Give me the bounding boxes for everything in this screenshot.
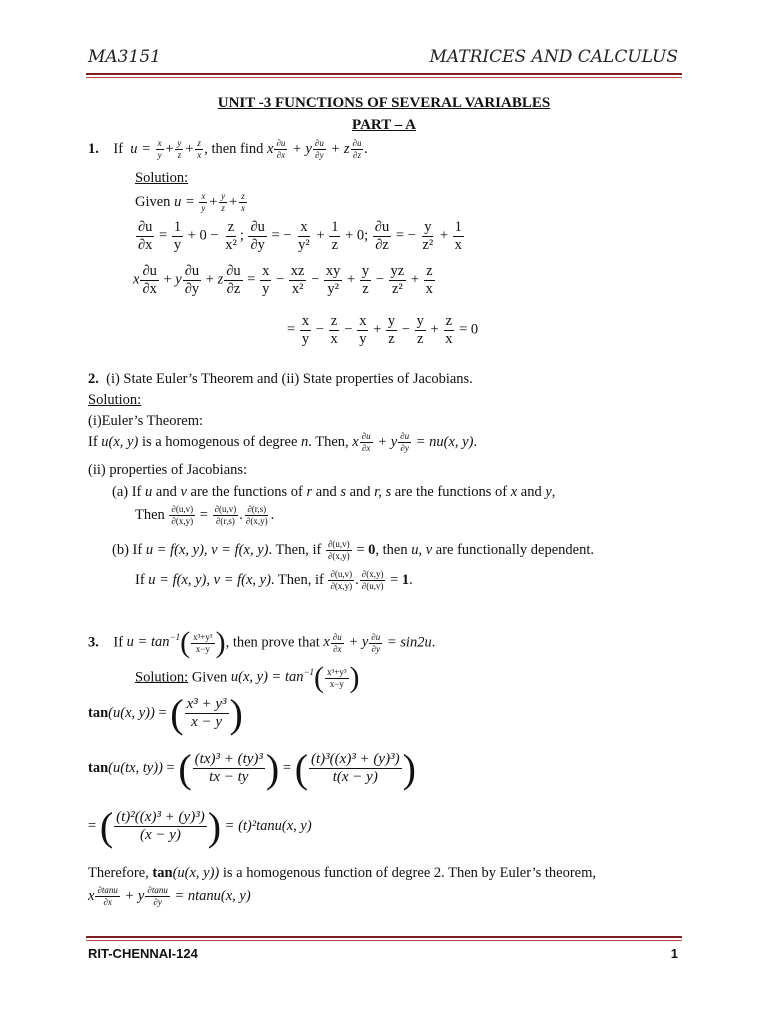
q2-question: 2. (i) State Euler’s Theorem and (ii) State properties of Jacobians.	[88, 371, 473, 387]
course-title: MATRICES AND CALCULUS	[429, 47, 678, 67]
q2-property-b-second: If u = f(x, y), v = f(x, y). Then, if $\frac{\partial(u,v)}{\partial(x,y)}$ . $\frac{\partial(x,y)}{\partial(u,v)}$ = 1.	[135, 569, 413, 591]
q3-step3: = ( $\frac{\text{(t)²((x)³ + (y)³)}}{(x - y)}$ ) = (t)²tanu(x, y)	[88, 804, 312, 849]
q1-given: Given u = $\frac{x}{y}$ + $\frac{y}{z}$ + $\frac{z}{x}$	[135, 191, 245, 213]
q2-property-a: (a) If u and v are the functions of r and s and r, s are the functions of x and y,	[112, 484, 556, 500]
q1-question: 1. If u = $\frac{x}{y}$ + $\frac{y}{z}$ + $\frac{z}{x}$ , then find x $\frac{\partial u}{\partial x}$ + y $\frac{\partial u}{\partial y}$ + z $\frac{\partial u}{\partial z}$ .	[88, 138, 369, 160]
q3-step2: tan(u(tx, ty)) = ( $\frac{\text{(tx)³ + (ty)³}}{tx - ty}$ ) = ( $\frac{\text{(t)³((x)³ + (y)³)}}{t(x - y)}$ )	[88, 746, 416, 791]
unit-title: UNIT -3 FUNCTIONS OF SEVERAL VARIABLES	[217, 95, 551, 111]
part-title: PART – A	[352, 117, 416, 133]
q3-question: 3. If $u = \tan^{-1}$( $\frac{\text{x³+y³}}{x-y}$ ), then prove that x $\frac{\partial u}{\partial x}$ + y $\frac{\partial u}{\partial y}$ = sin2u.	[88, 626, 436, 659]
q3-therefore: Therefore, tan(u(x, y)) is a homogenous function of degree 2. Then by Euler’s theorem,	[88, 865, 597, 881]
header-rule-thin	[86, 77, 682, 78]
q3-given: Solution: Given u(x, $y) = \tan^{-1}$( $\frac{\text{x³+y³}}{x-y}$ )	[135, 661, 360, 694]
page-number: 1	[670, 946, 678, 961]
q3-euler-application: x $\frac{\partial\tan u}{\partial x}$ + y $\frac{\partial\tan u}{\partial y}$ = ntanu(x, y)	[88, 885, 251, 907]
course-code: MA3151	[88, 47, 161, 67]
footer-rule	[86, 936, 682, 938]
q3-step1: tan(u(x, y)) = ( $\frac{\text{x³ + y³}}{x - y}$ )	[88, 691, 243, 736]
q2-solution-label: Solution:	[88, 392, 142, 408]
q1-solution-label: Solution:	[135, 170, 189, 186]
q1-result: = $\frac{x}{y}$ − $\frac{z}{x}$ − $\frac{x}{y}$ + $\frac{y}{z}$ − $\frac{y}{z}$ + $\frac{z}{x}$ = 0	[287, 313, 479, 347]
q1-sum: x $\frac{\partial u}{\partial x}$ + y $\frac{\partial u}{\partial y}$ + z $\frac{\partial u}{\partial z}$ = $\frac{x}{y}$ − $\frac{xz}{\text{x²}}$ − $\frac{xy}{\text{y²}}$ + $\frac{y}{z}$ − $\frac{yz}{\text{z²}}$ + $\frac{z}{x}$	[133, 263, 433, 297]
footer-rule-thin	[86, 940, 682, 941]
q2-property-b: (b) If u = f(x, y), v = f(x, y). Then, if $\frac{\partial(u,v)}{\partial(x,y)}$ = 0, then u, v are functionally dependent.	[112, 539, 595, 561]
q2-euler-heading: (i)Euler’s Theorem:	[88, 413, 204, 429]
q1-partials: $\frac{\partial u}{\partial x}$ = $\frac{1}{y}$ + 0 − $\frac{z}{\text{x²}}$ ; $\frac{\partial u}{\partial y}$ = − $\frac{x}{\text{y²}}$ + $\frac{1}{z}$ + 0; $\frac{\partial u}{\partial z}$ = − $\frac{y}{\text{z²}}$ + $\frac{1}{x}$	[138, 219, 462, 253]
header-rule	[86, 73, 682, 75]
q2-property-a-formula: Then $\frac{\partial(u,v)}{\partial(x,y)}$ = $\frac{\partial(u,v)}{\partial(r,s)}$ . $\frac{\partial(r,s)}{\partial(x,y)}$ .	[135, 504, 275, 526]
q2-jacobian-heading: (ii) properties of Jacobians:	[88, 462, 248, 478]
q2-euler-statement: If u(x, y) is a homogenous of degree n. Then, x $\frac{\partial u}{\partial x}$ + y $\frac{\partial u}{\partial y}$ = nu(x, y).	[88, 431, 478, 453]
footer-institute: RIT-CHENNAI-124	[88, 946, 198, 961]
